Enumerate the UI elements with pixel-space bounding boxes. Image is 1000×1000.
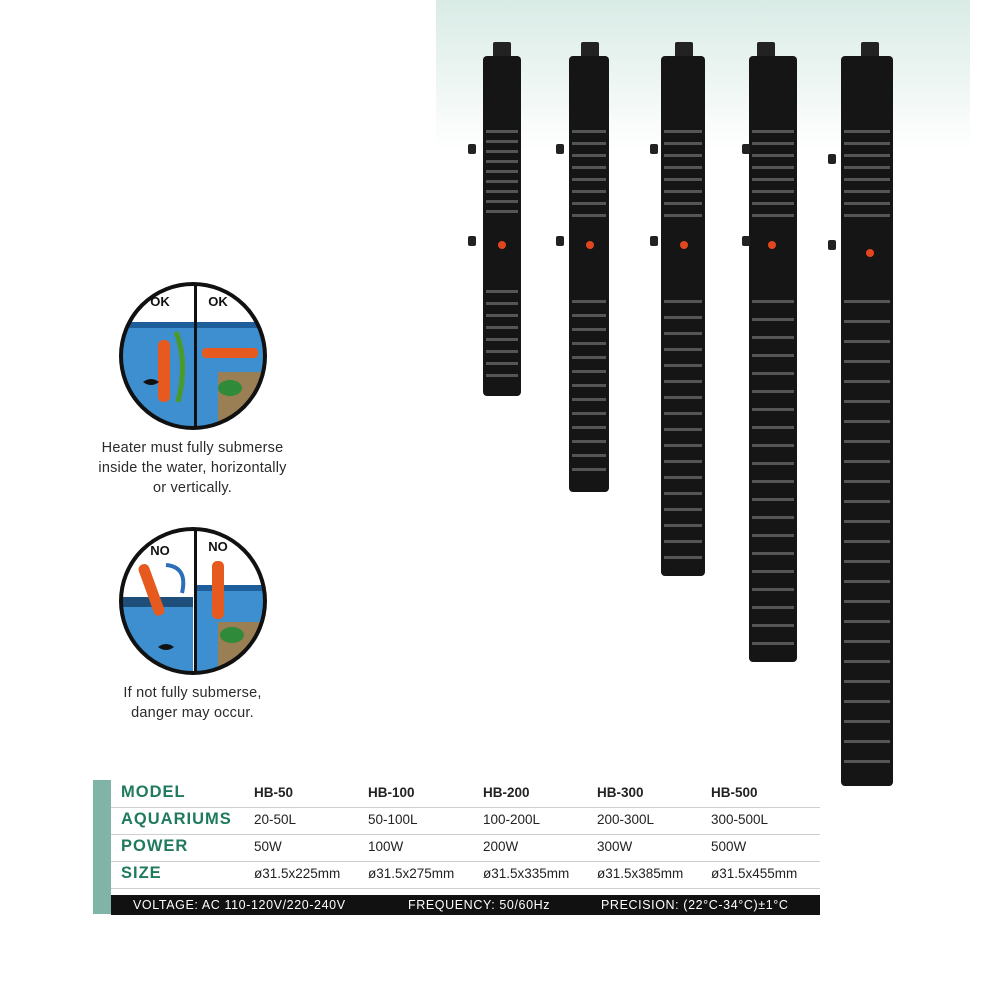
guide-ok-line-1: Heater must fully submerse (101, 440, 284, 456)
guide-no (60, 527, 325, 723)
footer-voltage: VOLTAGE: AC 110-120V/220-240V (133, 898, 346, 912)
no-label-partial: NO (207, 539, 228, 554)
row-power (111, 834, 820, 862)
cell-power-3: 200W (483, 839, 519, 854)
guide-no-illustration (118, 527, 268, 675)
cell-aquariums-5: 300-500L (711, 812, 769, 827)
row-model (111, 780, 820, 808)
cell-model-1: HB-50 (254, 785, 294, 800)
cell-model-5: HB-500 (711, 785, 758, 800)
cell-aquariums-1: 20-50L (254, 812, 297, 827)
guide-ok-line-3: or vertically. (152, 480, 233, 496)
cell-model-4: HB-300 (597, 785, 644, 800)
guide-ok-line-2: inside the water, horizontally (98, 460, 287, 476)
ok-label-horizontal: OK (207, 294, 228, 309)
heater-hb-50 (466, 40, 538, 400)
cell-aquariums-4: 200-300L (597, 812, 655, 827)
footer-frequency: FREQUENCY: 50/60Hz (408, 898, 551, 912)
heater-hb-100 (554, 40, 626, 496)
header-size: SIZE (121, 864, 162, 882)
cell-power-5: 500W (711, 839, 747, 854)
cell-power-1: 50W (254, 839, 282, 854)
no-label-out-of-water: NO (149, 543, 170, 558)
cell-size-4: ø31.5x385mm (597, 866, 684, 881)
row-size (111, 861, 820, 889)
heater-hb-500 (826, 40, 898, 790)
footer-precision: PRECISION: (22°C-34°C)±1°C (601, 898, 789, 912)
spec-accent-bar (93, 780, 111, 914)
header-model: MODEL (121, 783, 186, 801)
cell-size-3: ø31.5x335mm (483, 866, 570, 881)
cell-model-3: HB-200 (483, 785, 530, 800)
cell-size-5: ø31.5x455mm (711, 866, 798, 881)
heater-hb-300 (740, 40, 812, 666)
guide-ok-illustration (118, 282, 268, 430)
cell-size-1: ø31.5x225mm (254, 866, 341, 881)
cell-power-2: 100W (368, 839, 404, 854)
cell-aquariums-2: 50-100L (368, 812, 418, 827)
header-aquariums: AQUARIUMS (121, 810, 232, 828)
row-aquariums (111, 807, 820, 835)
spec-footer (111, 895, 820, 915)
guide-ok (60, 282, 325, 498)
header-power: POWER (121, 837, 189, 855)
cell-power-4: 300W (597, 839, 633, 854)
ok-label-vertical: OK (149, 294, 170, 309)
cell-model-2: HB-100 (368, 785, 415, 800)
heater-hb-200 (648, 40, 720, 580)
cell-size-2: ø31.5x275mm (368, 866, 455, 881)
cell-aquariums-3: 100-200L (483, 812, 541, 827)
guide-no-line-2: danger may occur. (131, 705, 254, 721)
guide-no-line-1: If not fully submerse, (123, 685, 262, 701)
